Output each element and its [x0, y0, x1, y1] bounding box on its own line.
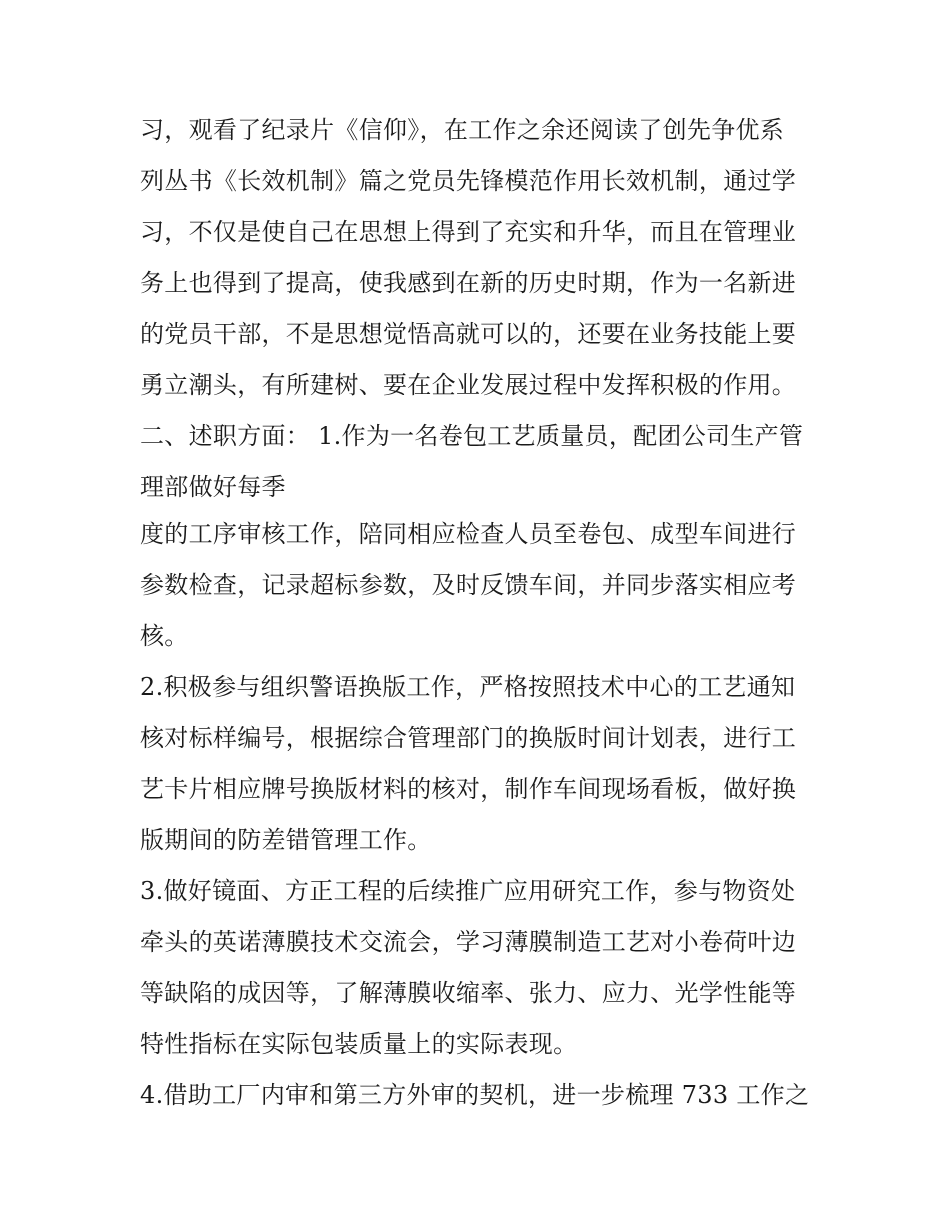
- text-line: 3.做好镜面、方正工程的后续推广应用研究工作，参与物资处: [140, 877, 796, 905]
- text-line: 务上也得到了提高，使我感到在新的历史时期，作为一名新进: [140, 269, 797, 297]
- text-line: 参数检查，记录超标参数，及时反馈车间，并同步落实相应考: [140, 571, 797, 599]
- text-line: 习，不仅是使自己在思想上得到了充实和升华，而且在管理业: [140, 218, 797, 246]
- text-line: 牵头的英诺薄膜技术交流会，学习薄膜制造工艺对小卷荷叶边: [140, 928, 797, 956]
- text-line: 核。: [140, 622, 189, 650]
- text-line: 习，观看了纪录片《信仰》，在工作之余还阅读了创先争优系: [140, 116, 785, 144]
- text-line: 等缺陷的成因等，了解薄膜收缩率、张力、应力、光学性能等: [140, 979, 797, 1007]
- text-line: 的党员干部，不是思想觉悟高就可以的，还要在业务技能上要: [140, 320, 797, 348]
- text-line: 度的工序审核工作，陪同相应检查人员至卷包、成型车间进行: [140, 520, 797, 548]
- text-line: 理部做好每季: [140, 473, 286, 501]
- text-line: 列丛书《长效机制》篇之党员先锋模范作用长效机制，通过学: [140, 167, 797, 195]
- text-line: 核对标样编号，根据综合管理部门的换版时间计划表，进行工: [140, 724, 797, 752]
- text-line: 二、述职方面： 1.作为一名卷包工艺质量员，配团公司生产管: [140, 422, 804, 450]
- text-line: 勇立潮头，有所建树、要在企业发展过程中发挥积极的作用。: [140, 371, 797, 399]
- text-line: 艺卡片相应牌号换版材料的核对，制作车间现场看板，做好换: [140, 775, 797, 803]
- text-line: 4.借助工厂内审和第三方外审的契机，进一步梳理 733 工作之: [140, 1081, 810, 1109]
- text-line: 特性指标在实际包装质量上的实际表现。: [140, 1030, 578, 1058]
- text-line: 版期间的防差错管理工作。: [140, 826, 432, 854]
- text-line: 2.积极参与组织警语换版工作，严格按照技术中心的工艺通知: [140, 673, 796, 701]
